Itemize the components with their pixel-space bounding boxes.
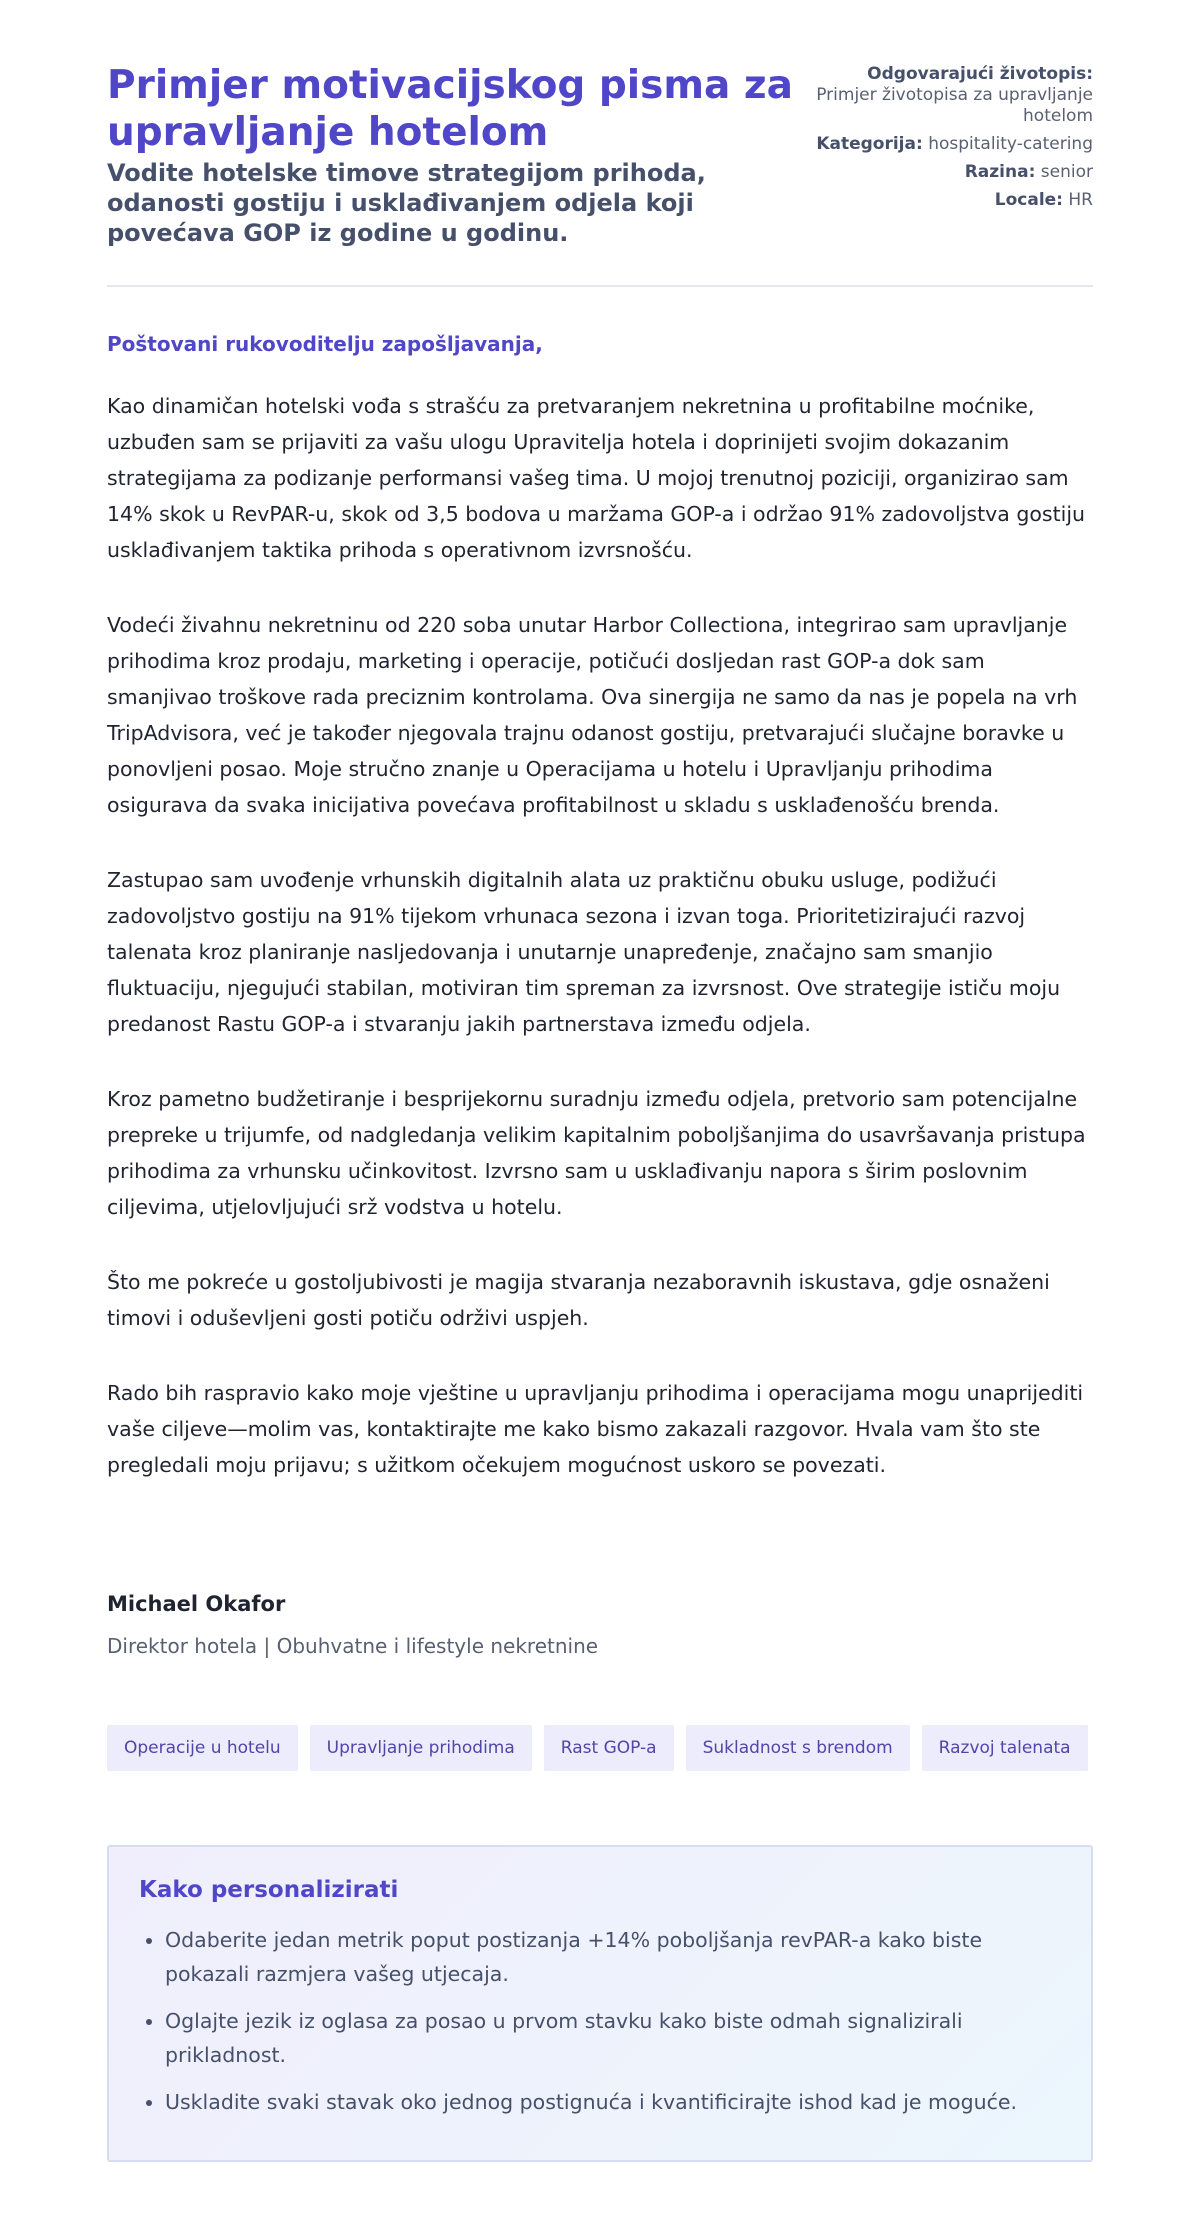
letter-paragraph: Kao dinamičan hotelski vođa s strašću za pretvaranjem nekretnina u profitabilne moćnike, uzbuđen sam se prijaviti za vašu ulogu Upravitelja hotela i doprinijeti svojim dokazanim strategijama za podizanje performansi vašeg tima. U mojoj trenutnoj poziciji, organizirao sam 14% skok u RevPAR-u, skok od 3,5 bodova u maržama GOP-a i održao 91% zadovoljstva gostiju usklađivanjem taktika prihoda s operativnom izvrsnošću.: [107, 394, 1086, 562]
meta-matching-resume: [793, 64, 1093, 127]
meta-info: [793, 64, 1093, 218]
meta-key: Kategorija:: [816, 134, 923, 154]
letter-salutation: Poštovani rukovoditelju zapošljavanja,: [107, 332, 543, 356]
skill-tag[interactable]: Rast GOP-a: [544, 1725, 674, 1771]
letter-paragraph: Kroz pametno budžetiranje i besprijekornu suradnju između odjela, pretvorio sam potencijalne prepreke u trijumfe, od nadgledanja velikim kapitalnim poboljšanjima do usavršavanja pristupa prihodima za vrhunsku učinkovitost. Izvrsno sam u usklađivanju napora s širim poslovnim ciljevima, utjelovljujući srž vodstva u hotelu.: [107, 1087, 1086, 1219]
letter-paragraph: Vodeći živahnu nekretninu od 220 soba unutar Harbor Collectiona, integrirao sam upravljanje prihodima kroz prodaju, marketing i operacije, potičući dosljedan rast GOP-a dok sam smanjivao troškove rada preciznim kontrolama. Ova sinergija ne samo da nas je popela na vrh TripAdvisora, već je također njegovala trajnu odanost gostiju, pretvarajući slučajne boravke u ponovljeni posao. Moje stručno znanje u Operacijama u hotelu i Upravljanju prihodima osigurava da svaka inicijativa povećava profitabilnost u skladu s usklađenošću brenda.: [107, 613, 1078, 817]
personalization-tips-box: [107, 1845, 1093, 2162]
tip-item: • Odaberite jedan metrik poput postizanja +14% poboljšanja revPAR-a kako biste pokazali razmjera vašeg utjecaja.: [165, 1923, 1061, 1991]
skill-tag[interactable]: Operacije u hotelu: [107, 1725, 298, 1771]
letter-body: [107, 388, 1093, 1522]
letter-paragraph: Zastupao sam uvođenje vrhunskih digitalnih alata uz praktičnu obuku usluge, podižući zadovoljstvo gostiju na 91% tijekom vrhunaca sezona i izvan toga. Prioritetizirajući razvoj talenata kroz planiranje nasljedovanja i unutarnje unapređenje, značajno sam smanjio fluktuaciju, njegujući stabilan, motiviran tim spreman za izvrsnost. Ove strategije ističu moju predanost Rastu GOP-a i stvaranju jakih partnerstava između odjela.: [107, 868, 1061, 1036]
meta-value-link[interactable]: Primjer životopisa za upravljanje hotelom: [816, 85, 1093, 126]
page-title: Primjer motivacijskog pisma za upravljanje hotelom: [107, 63, 793, 155]
meta-key: Odgovarajući životopis:: [867, 64, 1093, 84]
meta-category: [793, 134, 1093, 155]
skill-tag[interactable]: Upravljanje prihodima: [310, 1725, 532, 1771]
meta-key: Locale:: [994, 190, 1063, 210]
signature-name: Michael Okafor: [107, 1592, 286, 1616]
meta-level: [793, 162, 1093, 183]
page-header: [107, 0, 1093, 287]
page-subtitle: Vodite hotelske timove strategijom prihoda, odanosti gostiju i usklađivanjem odjela koji povećava GOP iz godine u godinu.: [107, 159, 706, 247]
meta-value: senior: [1040, 162, 1093, 182]
letter-paragraph: Što me pokreće u gostoljubivosti je magija stvaranja nezaboravnih iskustava, gdje osnaženi timovi i oduševljeni gosti potiču održivi uspjeh.: [107, 1270, 1050, 1330]
tips-list: [139, 1923, 1061, 2119]
tip-item: • Oglajte jezik iz oglasa za posao u prvom stavku kako biste odmah signalizirali prikladnost.: [165, 2004, 1061, 2072]
meta-value: HR: [1068, 190, 1093, 210]
skill-tag[interactable]: Razvoj talenata: [922, 1725, 1088, 1771]
meta-key: Razina:: [964, 162, 1036, 182]
tip-item: • Uskladite svaki stavak oko jednog postignuća i kvantificirajte ishod kad je moguće.: [165, 2085, 1061, 2119]
letter-paragraph: Rado bih raspravio kako moje vještine u upravljanju prihodima i operacijama mogu unaprijediti vaše ciljeve—molim vas, kontaktirajte me kako bismo zakazali razgovor. Hvala vam što ste pregledali moju prijavu; s užitkom očekujem mogućnost uskoro se povezati.: [107, 1381, 1084, 1477]
meta-value: hospitality-catering: [928, 134, 1093, 154]
meta-locale: [793, 190, 1093, 211]
skill-tag[interactable]: Sukladnost s brendom: [686, 1725, 910, 1771]
tips-title: Kako personalizirati: [139, 1877, 399, 1903]
signature-role: Direktor hotela | Obuhvatne i lifestyle nekretnine: [107, 1634, 599, 1658]
skill-tags: [107, 1725, 1097, 1771]
